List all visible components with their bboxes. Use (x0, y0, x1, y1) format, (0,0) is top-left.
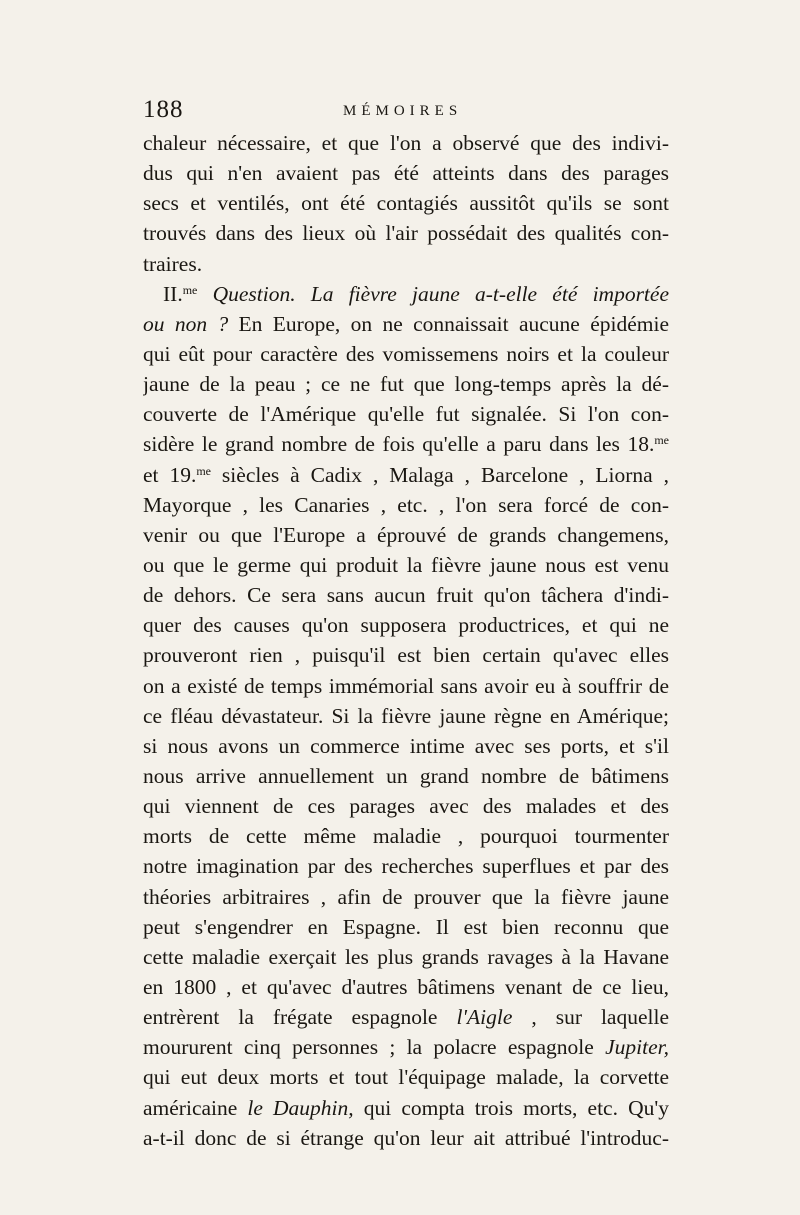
text-span: moururent cinq personnes ; la polacre espagnole (143, 1035, 606, 1060)
text-line: venir ou que l'Europe a éprouvé de grands changemens, (143, 522, 669, 547)
text-span: , sur laquelle (512, 1005, 669, 1030)
text-line: Mayorque , les Canaries , etc. , l'on sera forcé de con- (143, 492, 669, 517)
text-line: en 1800 , et qu'avec d'autres bâtimens venant de ce lieu, (143, 974, 669, 999)
text-span: siècles à Cadix , Malaga , Barcelone , Liorna , (211, 462, 669, 487)
text-line: couverte de l'Amérique qu'elle fut signalée. Si l'on con- (143, 402, 669, 427)
text-line: nous arrive annuellement un grand nombre de bâtimens (143, 763, 669, 788)
text-line: jaune de la peau ; ce ne fut que long-temps après la dé- (143, 372, 669, 397)
text-line: qui eut deux morts et tout l'équipage malade, la corvette (143, 1065, 669, 1090)
text-line: prouveront rien , puisqu'il est bien certain qu'avec elles (143, 643, 669, 668)
text-line (143, 1002, 669, 1032)
page-number: 188 (143, 96, 184, 123)
text-line: théories arbitraires , afin de prouver que la fièvre jaune (143, 884, 669, 909)
text-line: a-t-il donc de si étrange qu'on leur ait attribué l'introduc- (143, 1125, 669, 1150)
running-title: MÉMOIRES (343, 103, 463, 119)
question-number-superscript: me (182, 282, 198, 297)
question-title-end: ou non ? (143, 311, 229, 336)
text-line: de dehors. Ce sera sans aucun fruit qu'on tâchera d'indi- (143, 583, 669, 608)
text-body (143, 128, 669, 1153)
text-line (143, 309, 669, 339)
text-line: on a existé de temps immémorial sans avoir eu à souffrir de (143, 673, 669, 698)
ordinal-superscript: me (654, 433, 669, 448)
ship-name: le Dauphin, (247, 1095, 354, 1120)
text-span: En Europe, on ne connaissait aucune épidémie (228, 311, 669, 336)
text-line: secs et ventilés, ont été contagiés aussitôt qu'ils se sont (143, 191, 669, 216)
text-span: entrèrent la frégate espagnole (143, 1005, 457, 1030)
question-label: Question. (212, 281, 296, 306)
text-line: chaleur nécessaire, et que l'on a observé que des indivi- (143, 131, 669, 155)
ship-name: l'Aigle (456, 1005, 513, 1030)
page-header (143, 96, 668, 126)
text-line: trouvés dans des lieux où l'air possédait des qualités con- (143, 221, 669, 246)
text-span: sidère le grand nombre de fois qu'elle a paru dans les 18. (143, 432, 655, 457)
text-line: si nous avons un commerce intime avec ses ports, et s'il (143, 733, 669, 758)
text-line: dus qui n'en avaient pas été atteints dans des parages (143, 161, 669, 186)
text-line: cette maladie exerçait les plus grands ravages à la Havane (143, 944, 669, 969)
text-line: ce fléau dévastateur. Si la fièvre jaune règne en Amérique; (143, 703, 669, 728)
text-span: américaine (143, 1095, 248, 1120)
text-line (143, 1093, 669, 1123)
ordinal-superscript: me (196, 463, 211, 478)
text-line: peut s'engendrer en Espagne. Il est bien reconnu que (143, 914, 669, 939)
text-line: qui eût pour caractère des vomissemens noirs et la couleur (143, 341, 669, 366)
text-line: ou que le germe qui produit la fièvre jaune nous est venu (143, 552, 669, 577)
text-line (143, 460, 669, 490)
text-line: traires. (143, 251, 203, 276)
text-line (143, 1032, 669, 1062)
text-line: notre imagination par des recherches superflues et par des (143, 854, 669, 879)
ship-name: Jupiter, (605, 1035, 669, 1060)
question-heading-line (143, 279, 669, 309)
question-number: II. (163, 281, 183, 306)
text-line: morts de cette même maladie , pourquoi tourmenter (143, 824, 669, 849)
text-line (143, 429, 669, 459)
text-span: qui compta trois morts, etc. Qu'y (353, 1095, 669, 1120)
text-line: quer des causes qu'on supposera productrices, et qui ne (143, 613, 669, 638)
text-line: qui viennent de ces parages avec des malades et des (143, 794, 669, 819)
question-title: La fièvre jaune a-t-elle été importée (310, 281, 669, 306)
text-span: et 19. (143, 462, 197, 487)
